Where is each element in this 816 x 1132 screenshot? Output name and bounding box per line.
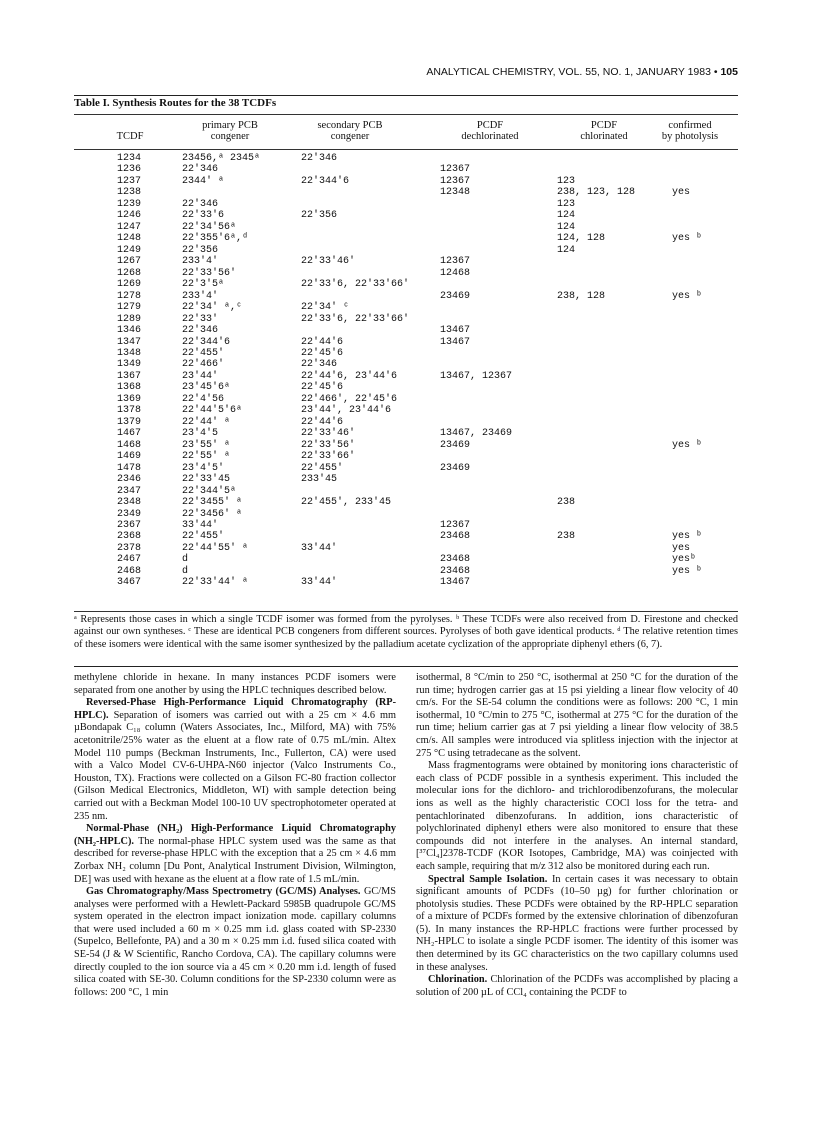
- paragraph: [74, 697, 396, 823]
- tcdf-cell: 2467: [117, 554, 142, 566]
- table-row: [0, 164, 816, 175]
- dechlorinated-cell: 13467, 12367: [440, 370, 513, 382]
- dechlorinated-cell: 12468: [440, 267, 471, 279]
- primary-congener-cell: 22′356: [182, 244, 219, 256]
- tcdf-cell: 1279: [117, 302, 142, 314]
- tcdf-cell: 1349: [117, 359, 142, 371]
- tcdf-cell: 1248: [117, 233, 142, 245]
- primary-congener-cell: 22′4′56: [182, 393, 225, 405]
- tcdf-cell: 2378: [117, 542, 142, 554]
- secondary-congener-cell: 233′45: [301, 474, 338, 486]
- chlorinated-cell: 124: [557, 244, 576, 256]
- table-row: [0, 210, 816, 221]
- chlorinated-cell: 124: [557, 210, 576, 222]
- dechlorinated-cell: 12367: [440, 256, 471, 268]
- secondary-congener-cell: 22′44′6: [301, 416, 344, 428]
- primary-congener-cell: 22′3′5ᵃ: [182, 279, 225, 291]
- table-footnote: ᵃ Represents those cases in which a single TCDF isomer was formed from the pyrolyses. ᵇ These TCDFs were also received from D. Firestone and checked against our own syntheses. ᶜ These are identical PCB congeners from different sources. Pyrolyses of both gave identical products. ᵈ The relative retention times of these isomers were identical with the same isomer synthesized by the palladium acetate cyclization of the appropriate diphenyl ethers (6, 7).: [74, 614, 738, 650]
- tcdf-cell: 1289: [117, 313, 142, 325]
- table-row: [0, 337, 816, 348]
- header-dechlorinated-2: dechlorinated: [461, 131, 519, 142]
- primary-congener-cell: 22′466′: [182, 359, 225, 371]
- header-primary-2: congener: [210, 131, 250, 142]
- table-row: [0, 382, 816, 393]
- table-row: [0, 233, 816, 244]
- primary-congener-cell: 22′34′ ᵃ,ᶜ: [182, 302, 243, 314]
- chlorinated-cell: 238, 123, 128: [557, 187, 636, 199]
- table-row: [0, 531, 816, 542]
- primary-congener-cell: 233′4′: [182, 256, 219, 268]
- table-row: [0, 302, 816, 313]
- dechlorinated-cell: 23469: [440, 439, 471, 451]
- secondary-congener-cell: 33′44′: [301, 542, 338, 554]
- paragraph: [416, 874, 738, 975]
- secondary-congener-cell: 22′33′66′: [301, 451, 356, 463]
- tcdf-cell: 2367: [117, 520, 142, 531]
- primary-congener-cell: 233′4′: [182, 290, 219, 302]
- tcdf-cell: 2347: [117, 485, 142, 497]
- tcdf-cell: 1237: [117, 175, 142, 187]
- confirmed-cell: yes: [672, 187, 691, 199]
- table-row: [0, 394, 816, 405]
- confirmed-cell: yes ᵇ: [672, 565, 703, 577]
- header-secondary-2: congener: [330, 131, 370, 142]
- header-tcdf: TCDF: [116, 131, 144, 142]
- tcdf-cell: 1239: [117, 198, 142, 210]
- paragraph: [74, 823, 396, 886]
- paragraph-text: isothermal, 8 °C/min to 250 °C, isothermal at 250 °C for the duration of the run time; hydrogen carrier gas at 15 psi yielding a linear flow velocity of 40 cm/s. For the SE-54 column the conditions were as follows: 200 °C, 1 min isothermal, 10 °C/min to 275 °C, isothermal at 275 °C for the duration of the run time; helium carrier gas at 7 psi yielding a linear flow velocity of 38.5 cm/s. All samples were introduced via splitless injection with the injector at 275 °C using tetradecane as the solvent.: [416, 672, 738, 759]
- tcdf-cell: 1234: [117, 153, 142, 164]
- table-row: [0, 405, 816, 416]
- primary-congener-cell: 22′346: [182, 325, 219, 337]
- header-secondary-1: secondary PCB: [317, 120, 383, 131]
- primary-congener-cell: 23456,ᵃ 2345ᵃ: [182, 153, 261, 164]
- primary-congener-cell: 22′44′5′6ᵃ: [182, 405, 243, 417]
- primary-congener-cell: 22′33′44′ ᵃ: [182, 577, 249, 589]
- primary-congener-cell: 22′455′: [182, 347, 225, 359]
- paragraph-text: The normal-phase HPLC system used was the same as that described for reverse-phase HPLC with the exception that a 25 cm × 4.6 mm Zorbax NH₂ column [Du Pont, Analytical Instrument Division, Wilmington, DE] was used with hexane as the eluent at a flow rate of 1.5 mL/min.: [74, 835, 396, 885]
- secondary-congener-cell: 22′344′6: [301, 175, 350, 187]
- paragraph: [74, 886, 396, 999]
- primary-congener-cell: 2344′ ᵃ: [182, 175, 225, 187]
- table-top-rule: [74, 114, 738, 115]
- tcdf-cell: 1269: [117, 279, 142, 291]
- secondary-congener-cell: 22′33′46′: [301, 428, 356, 440]
- secondary-congener-cell: 22′455′: [301, 462, 344, 474]
- primary-congener-cell: 22′33′6: [182, 210, 225, 222]
- table-row: [0, 279, 816, 290]
- table-header-rule: [74, 149, 738, 150]
- table-row: [0, 577, 816, 588]
- tcdf-cell: 1367: [117, 370, 142, 382]
- journal-citation: ANALYTICAL CHEMISTRY, VOL. 55, NO. 1, JANUARY 1983: [426, 66, 711, 78]
- dechlorinated-cell: 23469: [440, 462, 471, 474]
- tcdf-cell: 1378: [117, 405, 142, 417]
- primary-congener-cell: 22′355′6ᵃ,ᵈ: [182, 233, 249, 245]
- primary-congener-cell: 22′346: [182, 198, 219, 210]
- primary-congener-cell: 22′3456′ ᵃ: [182, 508, 243, 520]
- header-primary-1: primary PCB: [202, 120, 258, 131]
- table-title: Table I. Synthesis Routes for the 38 TCDFs: [74, 97, 277, 109]
- table-row: [0, 566, 816, 577]
- secondary-congener-cell: 22′33′6, 22′33′66′: [301, 279, 410, 291]
- dechlorinated-cell: 23468: [440, 565, 471, 577]
- confirmed-cell: yes ᵇ: [672, 233, 703, 245]
- tcdf-cell: 2468: [117, 565, 142, 577]
- primary-congener-cell: 22′33′56′: [182, 267, 237, 279]
- right-text-column: [416, 672, 738, 999]
- primary-congener-cell: 22′44′ ᵃ: [182, 416, 231, 428]
- paragraph-heading: Gas Chromatography/Mass Spectrometry (GC/MS) Analyses.: [86, 886, 361, 898]
- table-bottom-rule: [74, 611, 738, 612]
- table-row: [0, 417, 816, 428]
- table-row: [0, 474, 816, 485]
- primary-congener-cell: 22′346: [182, 164, 219, 176]
- tcdf-cell: 1369: [117, 393, 142, 405]
- secondary-congener-cell: 22′44′6: [301, 336, 344, 348]
- primary-congener-cell: d: [182, 554, 189, 566]
- paragraph-heading: Chlorination.: [428, 974, 488, 986]
- tcdf-cell: 2349: [117, 508, 142, 520]
- tcdf-cell: 1467: [117, 428, 142, 440]
- table-row: [0, 520, 816, 531]
- tcdf-cell: 1278: [117, 290, 142, 302]
- paragraph-text: methylene chloride in hexane. In many instances PCDF isomers were separated from one another by using the HPLC techniques described below.: [74, 672, 396, 696]
- primary-congener-cell: 22′44′55′ ᵃ: [182, 542, 249, 554]
- primary-congener-cell: 23′45′6ᵃ: [182, 382, 231, 394]
- table-row: [0, 176, 816, 187]
- tcdf-cell: 1468: [117, 439, 142, 451]
- table-row: [0, 497, 816, 508]
- primary-congener-cell: 22′33′: [182, 313, 219, 325]
- tcdf-cell: 1249: [117, 244, 142, 256]
- secondary-congener-cell: 22′33′46′: [301, 256, 356, 268]
- secondary-congener-cell: 33′44′: [301, 577, 338, 589]
- secondary-congener-cell: 22′45′6: [301, 347, 344, 359]
- tcdf-cell: 1469: [117, 451, 142, 463]
- secondary-congener-cell: 22′33′6, 22′33′66′: [301, 313, 410, 325]
- header-rule: [74, 95, 738, 96]
- tcdf-cell: 1346: [117, 325, 142, 337]
- dechlorinated-cell: 13467: [440, 336, 471, 348]
- tcdf-cell: 2346: [117, 474, 142, 486]
- paragraph-text: In certain cases it was necessary to obtain significant amounts of PCDFs (10–50 µg) for further chlorination or photolysis studies. These PCDFs were obtained by the RP-HPLC separation of a mixture of PCDFs formed by the extensive chlorination of dibenzofuran (5). In many instances the RP-HPLC fractions were further processed by NH₂-HPLC to isolate a single PCDF isomer. The identity of this isomer was then determined by its GC characteristics on the two capillary columns used in these analyses.: [416, 873, 738, 973]
- table-body: [0, 153, 816, 589]
- secondary-congener-cell: 22′346: [301, 153, 338, 164]
- table-row: [0, 256, 816, 267]
- secondary-congener-cell: 22′455′, 233′45: [301, 497, 392, 509]
- secondary-congener-cell: 22′45′6: [301, 382, 344, 394]
- tcdf-cell: 2348: [117, 497, 142, 509]
- confirmed-cell: yes: [672, 542, 691, 554]
- tcdf-cell: 1478: [117, 462, 142, 474]
- primary-congener-cell: 22′344′5ᵃ: [182, 485, 237, 497]
- paragraph-heading: Spectral Sample Isolation.: [428, 873, 548, 885]
- chlorinated-cell: 238: [557, 531, 576, 543]
- tcdf-cell: 1347: [117, 336, 142, 348]
- paragraph-text: Separation of isomers was carried out with a 25 cm × 4.6 mm µBondapak C₁₈ column (Waters Associates, Inc., Milford, MA) with 75% acetonitrile/25% water as the eluent at a flow rate of 0.75 mL/min. Altex Model 110 pumps (Beckman Instruments, Inc., Fullerton, CA) were used with a Valco Model CV-6-UHPA-N60 injector (Valco Instruments Co., Houston, TX). Fractions were collected on a Gilson FC-80 fraction collector (Gilson Medical Electronics, Middleton, WI) with sample detection being carried out with a Beckman Model 100-10 UV spectrophotometer operated at 235 nm.: [74, 709, 396, 822]
- secondary-congener-cell: 22′33′56′: [301, 439, 356, 451]
- paragraph: [74, 672, 396, 697]
- chlorinated-cell: 123: [557, 175, 576, 187]
- paragraph-text: Mass fragmentograms were obtained by monitoring ions characteristic of each class of PCDF possible in a synthesis experiment. This included the molecular ions for the dichloro- and trichlorodibenzofurans, the molecular ions as well as the highly characteristic COCl loss for the tetra- and pentachlorinated dibenzofurans. In addition, ions characteristic of polychlorinated diphenyl ethers were also monitored to ensure that these compounds did not interfere in the analyses. An internal standard, [³⁷Cl₄]2378-TCDF (KOR Isotopes, Cambridge, MA) was coinjected with each sample, requiring that m/z 312 also be monitored during each run.: [416, 760, 738, 872]
- secondary-congener-cell: 22′44′6, 23′44′6: [301, 370, 398, 382]
- tcdf-cell: 1246: [117, 210, 142, 222]
- table-row: [0, 463, 816, 474]
- primary-congener-cell: 22′34′56ᵃ: [182, 221, 237, 233]
- chlorinated-cell: 124, 128: [557, 233, 606, 245]
- left-text-column: [74, 672, 396, 999]
- chlorinated-cell: 123: [557, 198, 576, 210]
- tcdf-cell: 1379: [117, 416, 142, 428]
- primary-congener-cell: d: [182, 565, 189, 577]
- page-number: 105: [720, 66, 738, 78]
- dechlorinated-cell: 12367: [440, 164, 471, 176]
- secondary-congener-cell: 22′356: [301, 210, 338, 222]
- header-bullet: •: [713, 66, 718, 78]
- table-row: [0, 509, 816, 520]
- tcdf-cell: 1368: [117, 382, 142, 394]
- header-dechlorinated-1: PCDF: [476, 120, 504, 131]
- secondary-congener-cell: 22′346: [301, 359, 338, 371]
- primary-congener-cell: 33′44′: [182, 520, 219, 531]
- primary-congener-cell: 22′455′: [182, 531, 225, 543]
- confirmed-cell: yes ᵇ: [672, 531, 703, 543]
- table-row: [0, 199, 816, 210]
- dechlorinated-cell: 13467: [440, 325, 471, 337]
- header-confirmed-2: by photolysis: [661, 131, 719, 142]
- secondary-congener-cell: 22′466′, 22′45′6: [301, 393, 398, 405]
- header-chlorinated-1: PCDF: [590, 120, 618, 131]
- primary-congener-cell: 23′55′ ᵃ: [182, 439, 231, 451]
- table-row: [0, 440, 816, 451]
- dechlorinated-cell: 23469: [440, 290, 471, 302]
- secondary-congener-cell: 22′34′ ᶜ: [301, 302, 350, 314]
- paragraph: [416, 760, 738, 873]
- table-row: [0, 428, 816, 439]
- table-row: [0, 371, 816, 382]
- table-row: [0, 359, 816, 370]
- confirmed-cell: yesᵇ: [672, 554, 697, 566]
- tcdf-cell: 1236: [117, 164, 142, 176]
- chlorinated-cell: 238: [557, 497, 576, 509]
- primary-congener-cell: 22′3455′ ᵃ: [182, 497, 243, 509]
- table-row: [0, 153, 816, 164]
- table-row: [0, 314, 816, 325]
- table-row: [0, 348, 816, 359]
- dechlorinated-cell: 12367: [440, 175, 471, 187]
- chlorinated-cell: 238, 128: [557, 290, 606, 302]
- paragraph: [416, 672, 738, 760]
- confirmed-cell: yes ᵇ: [672, 290, 703, 302]
- dechlorinated-cell: 12367: [440, 520, 471, 531]
- dechlorinated-cell: 23468: [440, 531, 471, 543]
- tcdf-cell: 1268: [117, 267, 142, 279]
- header-confirmed-1: confirmed: [668, 120, 712, 131]
- confirmed-cell: yes ᵇ: [672, 439, 703, 451]
- running-header: [408, 66, 738, 78]
- dechlorinated-cell: 12348: [440, 187, 471, 199]
- table-row: [0, 245, 816, 256]
- dechlorinated-cell: 13467: [440, 577, 471, 589]
- tcdf-cell: 3467: [117, 577, 142, 589]
- tcdf-cell: 1267: [117, 256, 142, 268]
- chlorinated-cell: 124: [557, 221, 576, 233]
- paragraph-text: Chlorination of the PCDFs was accomplished by placing a solution of 200 µL of CCl₄ containing the PCDF to: [416, 974, 738, 998]
- table-row: [0, 451, 816, 462]
- tcdf-cell: 1238: [117, 187, 142, 199]
- table-row: [0, 268, 816, 279]
- tcdf-cell: 1348: [117, 347, 142, 359]
- paragraph-text: GC/MS analyses were performed with a Hewlett-Packard 5985B quadrupole GC/MS system operated in the electron impact ionization mode. capillary columns that were used included a 60 m × 0.25 mm i.d. glass coated with SP-2330 (Supelco, Bellefonte, PA) and a 30 m × 0.25 mm i.d. fused silica coated with SE-54 (J & W Scientific, Rancho Cordova, CA). The capillary columns were directly coupled to the ion source via a 45 cm × 0.20 mm i.d. length of fused silica coated with SE-30. Column conditions for the SP-2330 column were as follows: 200 °C, 1 min: [74, 886, 397, 998]
- primary-congener-cell: 23′44′: [182, 370, 219, 382]
- paragraph-heading: Normal-Phase (NH₂) High-Performance Liquid Chromatography (NH₂-HPLC).: [74, 823, 396, 847]
- tcdf-cell: 2368: [117, 531, 142, 543]
- table-row: [0, 187, 816, 198]
- footnote-rule: [74, 666, 738, 667]
- dechlorinated-cell: 23468: [440, 554, 471, 566]
- paragraph-heading: Reversed-Phase High-Performance Liquid Chromatography (RP-HPLC).: [74, 697, 396, 721]
- tcdf-cell: 1247: [117, 221, 142, 233]
- table-row: [0, 486, 816, 497]
- primary-congener-cell: 22′55′ ᵃ: [182, 451, 231, 463]
- paragraph: [416, 974, 738, 999]
- table-row: [0, 543, 816, 554]
- table-row: [0, 554, 816, 565]
- primary-congener-cell: 22′33′45: [182, 474, 231, 486]
- primary-congener-cell: 22′344′6: [182, 336, 231, 348]
- dechlorinated-cell: 13467, 23469: [440, 428, 513, 440]
- secondary-congener-cell: 23′44′, 23′44′6: [301, 405, 392, 417]
- table-row: [0, 325, 816, 336]
- primary-congener-cell: 23′4′5′: [182, 462, 225, 474]
- header-chlorinated-2: chlorinated: [580, 131, 628, 142]
- table-row: [0, 291, 816, 302]
- primary-congener-cell: 23′4′5: [182, 428, 219, 440]
- table-header: [0, 120, 816, 144]
- table-row: [0, 222, 816, 233]
